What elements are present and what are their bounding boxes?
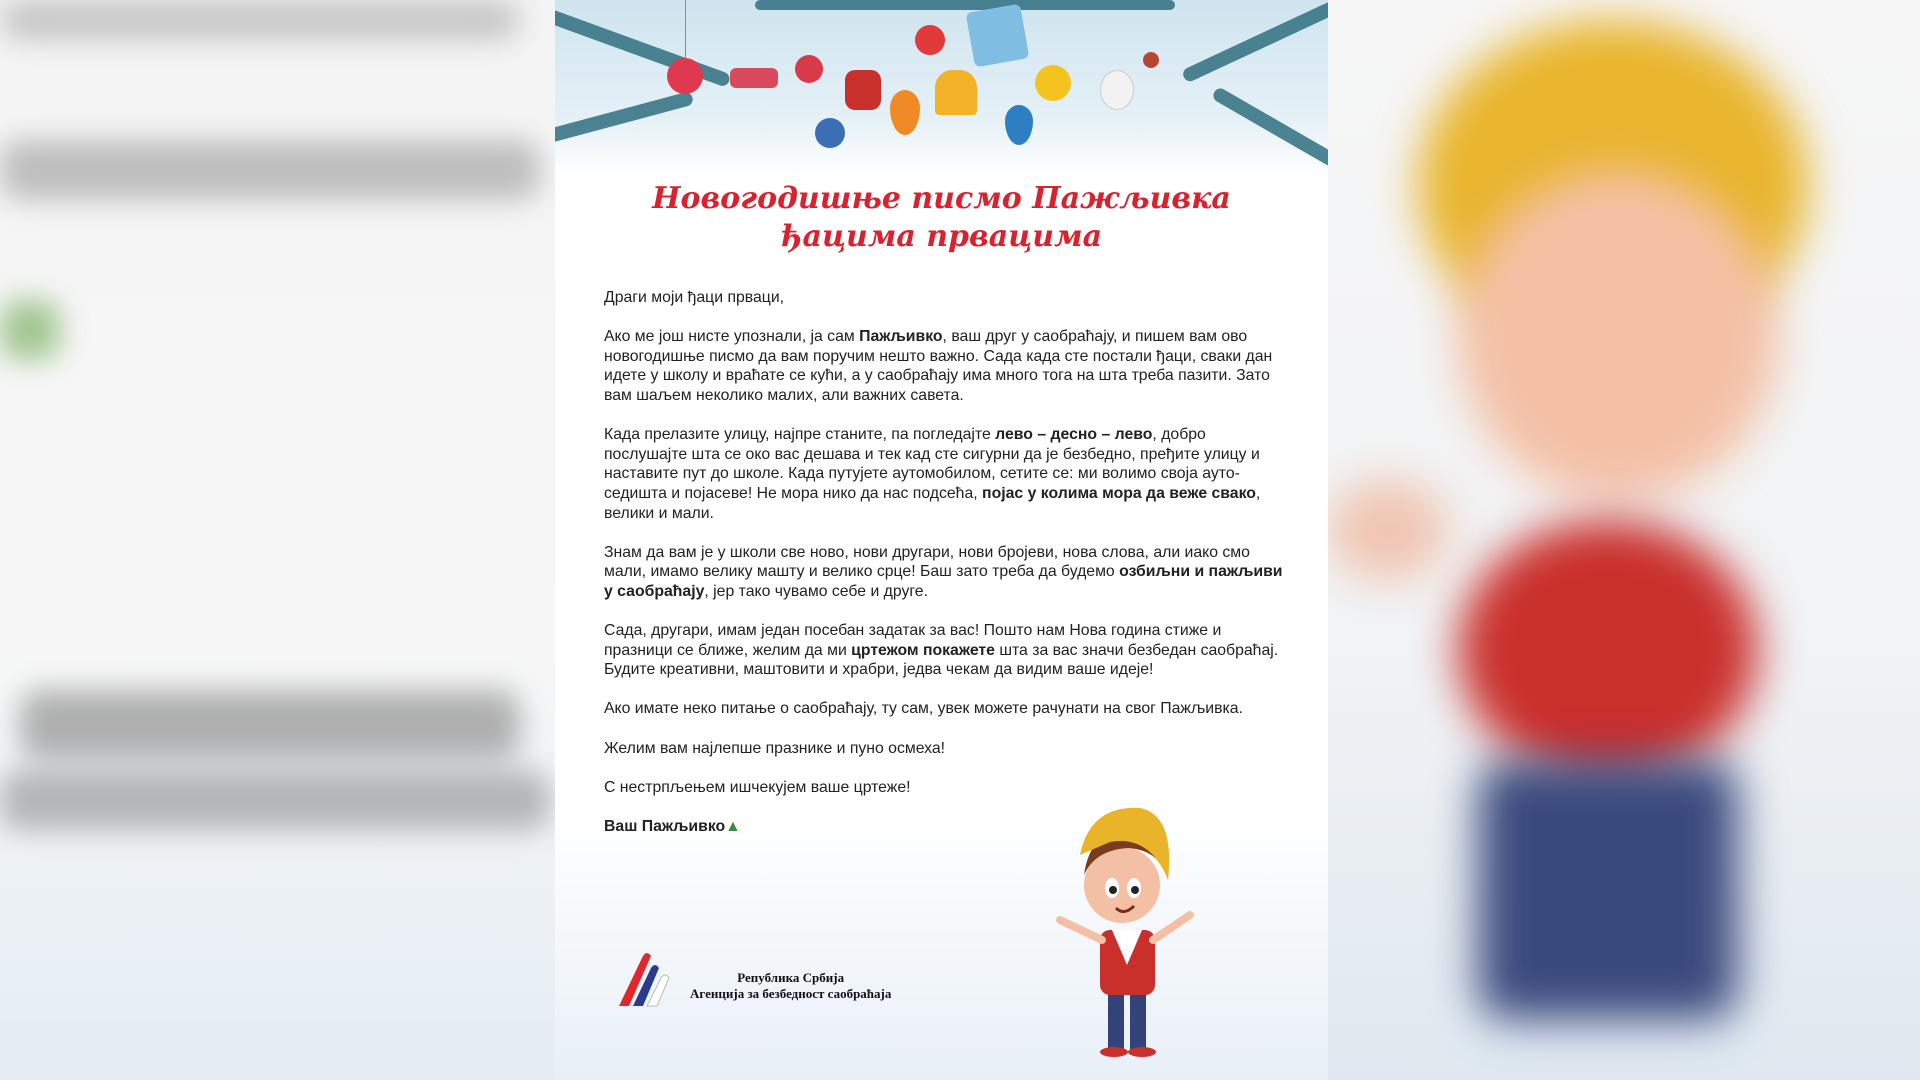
paragraph	[604, 699, 1286, 719]
text: , ваш друг у саобраћају, и пишем вам ово новогодишње писмо да вам поручим нешто важно. Сада када сте постали ђаци, сваки дан идете у школу и враћате се кући, а у саобраћају има много тога на шта треба пазити. Зато вам шаљем неколико малих, али важних савета.	[604, 328, 1273, 404]
christmas-ornaments-header	[555, 0, 1328, 175]
letter-page	[555, 0, 1328, 1080]
agency-line-1: Република Србија	[737, 970, 845, 985]
text: Када прелазите улицу, најпре станите, па погледајте	[604, 426, 996, 444]
paragraph	[604, 543, 1286, 602]
title-line-2: ђацима првацима	[780, 219, 1103, 254]
paragraph	[604, 778, 1286, 798]
blurred-background-right	[1328, 0, 1920, 1080]
text: Сада, другари, имам један посебан задатак за вас! Пошто нам Нова година стиже и празници се ближе, желим да ми	[604, 622, 1222, 659]
agency-name	[690, 970, 891, 1002]
text: , велики и мали.	[604, 484, 1261, 522]
text: Ако ме још нисте упознали, ја сам	[604, 328, 860, 346]
letter-title	[555, 180, 1328, 256]
text: С нестрпљењем ишчекујем ваше цртеже!	[604, 778, 911, 796]
title-line-1: Новогодишње писмо Пажљивка	[652, 181, 1231, 216]
greeting: Драги моји ђаци прваци,	[604, 289, 785, 306]
bold-text: појас у колима мора да веже свако	[982, 484, 1256, 502]
text: , добро послушајте шта се око вас дешава и тек кад сте сигурни да је безбедно, пређите улицу и наставите пут до школе. Када путујете аутомобилом, сетите се: ми волимо своја ауто-седишта и појасеве! Не мора нико да нас подсећа,	[604, 426, 1260, 502]
paragraph	[604, 739, 1286, 759]
paragraph	[604, 327, 1286, 405]
text: , јер тако чувамо себе и друге.	[704, 582, 928, 600]
signature: Ваш Пажљивко▲	[604, 818, 741, 836]
pazljivko-mascot-illustration	[1050, 800, 1210, 1060]
bold-text: озбиљни и пажљиви у саобраћају	[604, 563, 1283, 600]
agency-line-2: Агенција за безбедност саобраћаја	[690, 986, 892, 1001]
text: Желим вам најлепше празнике и пуно осмеха!	[604, 739, 946, 757]
paragraph	[604, 425, 1286, 523]
bold-text: Пажљивко	[859, 328, 943, 346]
letter-body	[604, 288, 1286, 856]
text: шта за вас значи безбедан саобраћај. Будите креативни, маштовити и храбри, једва чекам да видим ваше идеје!	[604, 641, 1279, 679]
bold-text: цртежом покажете	[851, 641, 995, 659]
bold-text: лево – десно – лево	[995, 426, 1153, 444]
text: Ако имате неко питање о саобраћају, ту сам, увек можете рачунати на свог Пажљивка.	[604, 700, 1243, 718]
paragraph	[604, 621, 1286, 680]
christmas-tree-icon: ▲	[725, 818, 741, 836]
agency-logo	[615, 950, 677, 1010]
blurred-background-left	[0, 0, 555, 1080]
text: Знам да вам је у школи све ново, нови другари, нови бројеви, нова слова, али иако смо мали, имамо велику машту и велико срце! Баш зато треба да будемо	[604, 543, 1250, 581]
